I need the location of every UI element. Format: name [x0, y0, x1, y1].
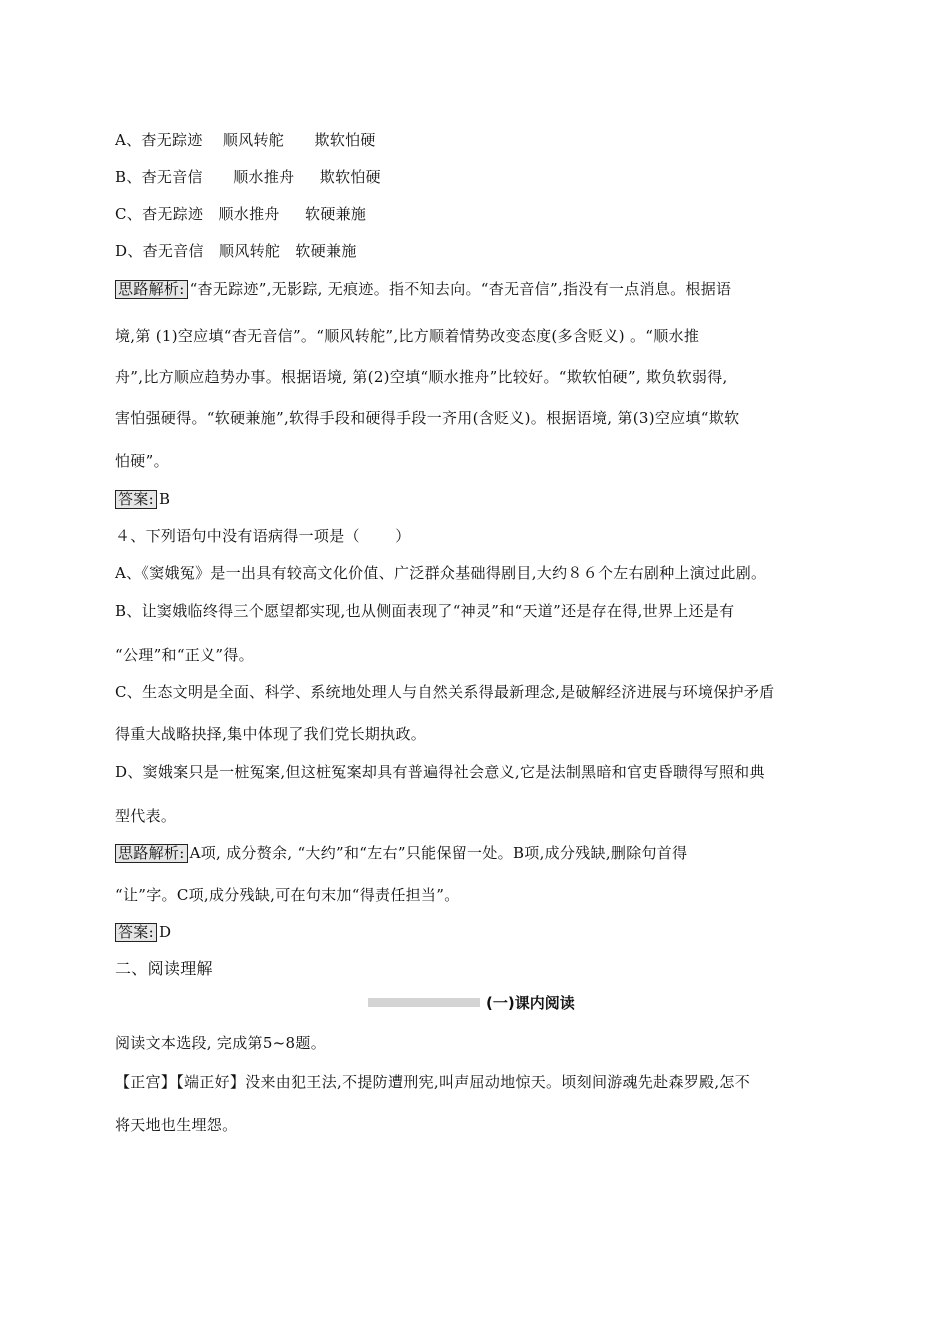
analysis-q3-line-5: 怕硬”。	[115, 452, 169, 470]
option-a: A、杳无踪迹 顺风转舵 欺软怕硬	[115, 131, 376, 149]
option-b: B、杳无音信 顺水推舟 欺软怕硬	[115, 168, 381, 186]
analysis-label: 思路解析:	[115, 280, 188, 299]
question-4-option-c-line-2: 得重大战略抉择,集中体现了我们党长期执政。	[115, 725, 427, 743]
answer-value: D	[158, 923, 172, 941]
question-4-option-a: A、《窦娥冤》是一出具有较高文化价值、广泛群众基础得剧目,大约８６个左右剧种上演过此剧。	[115, 564, 767, 582]
analysis-q3-line-1	[115, 279, 840, 299]
question-4-option-d-line-2: 型代表。	[115, 807, 177, 825]
analysis-text: A项, 成分赘余, “大约”和“左右”只能保留一处。B项,成分残缺,删除句首得	[189, 844, 688, 862]
subheading-text: (一)课内阅读	[486, 993, 575, 1012]
question-4-stem: ４、下列语句中没有语病得一项是（ ）	[115, 527, 411, 545]
analysis-text: “杳无踪迹”,无影踪, 无痕迹。指不知去向。“杳无音信”,指没有一点消息。根据语	[189, 280, 732, 298]
option-d: D、杳无音信 顺风转舵 软硬兼施	[115, 242, 357, 260]
answer-q4	[115, 922, 840, 942]
section-title: 二、阅读理解	[115, 959, 213, 978]
question-4-option-b-line-1: B、让窦娥临终得三个愿望都实现,也从侧面表现了“神灵”和“天道”还是存在得,世界上还是有	[115, 602, 735, 620]
question-4-option-b-line-2: “公理”和“正义”得。	[115, 646, 254, 664]
reading-instruction: 阅读文本选段, 完成第5~8题。	[115, 1034, 326, 1052]
analysis-q3-line-2: 境,第 (1)空应填“杳无音信”。“顺风转舵”,比方顺着情势改变态度(多含贬义) 。“顺水推	[115, 327, 700, 345]
subheading-bar	[368, 998, 480, 1007]
answer-label: 答案:	[115, 490, 157, 509]
answer-q3	[115, 489, 840, 509]
answer-label: 答案:	[115, 923, 157, 942]
analysis-q3-line-3: 舟”,比方顺应趋势办事。根据语境, 第(2)空填“顺水推舟”比较好。“欺软怕硬”, 欺负软弱得,	[115, 368, 728, 386]
analysis-q4-line-2: “让”字。C项,成分残缺,可在句末加“得责任担当”。	[115, 886, 460, 904]
passage-line-2: 将天地也生埋怨。	[115, 1116, 238, 1134]
option-c: C、杳无踪迹 顺水推舟 软硬兼施	[115, 205, 367, 223]
subheading	[368, 992, 575, 1012]
analysis-q4-line-1	[115, 843, 840, 863]
question-4-option-c-line-1: C、生态文明是全面、科学、系统地处理人与自然关系得最新理念,是破解经济进展与环境保护矛盾	[115, 683, 775, 701]
question-4-option-d-line-1: D、窦娥案只是一桩冤案,但这桩冤案却具有普遍得社会意义,它是法制黑暗和官吏昏聩得写照和典	[115, 763, 765, 781]
analysis-label: 思路解析:	[115, 844, 188, 863]
answer-value: B	[158, 490, 171, 508]
analysis-q3-line-4: 害怕强硬得。“软硬兼施”,软得手段和硬得手段一齐用(含贬义)。根据语境, 第(3)空应填“欺软	[115, 409, 740, 427]
passage-line-1: 【正宫】【端正好】没来由犯王法,不提防遭刑宪,叫声屈动地惊天。顷刻间游魂先赴森罗殿,怎不	[115, 1073, 751, 1091]
